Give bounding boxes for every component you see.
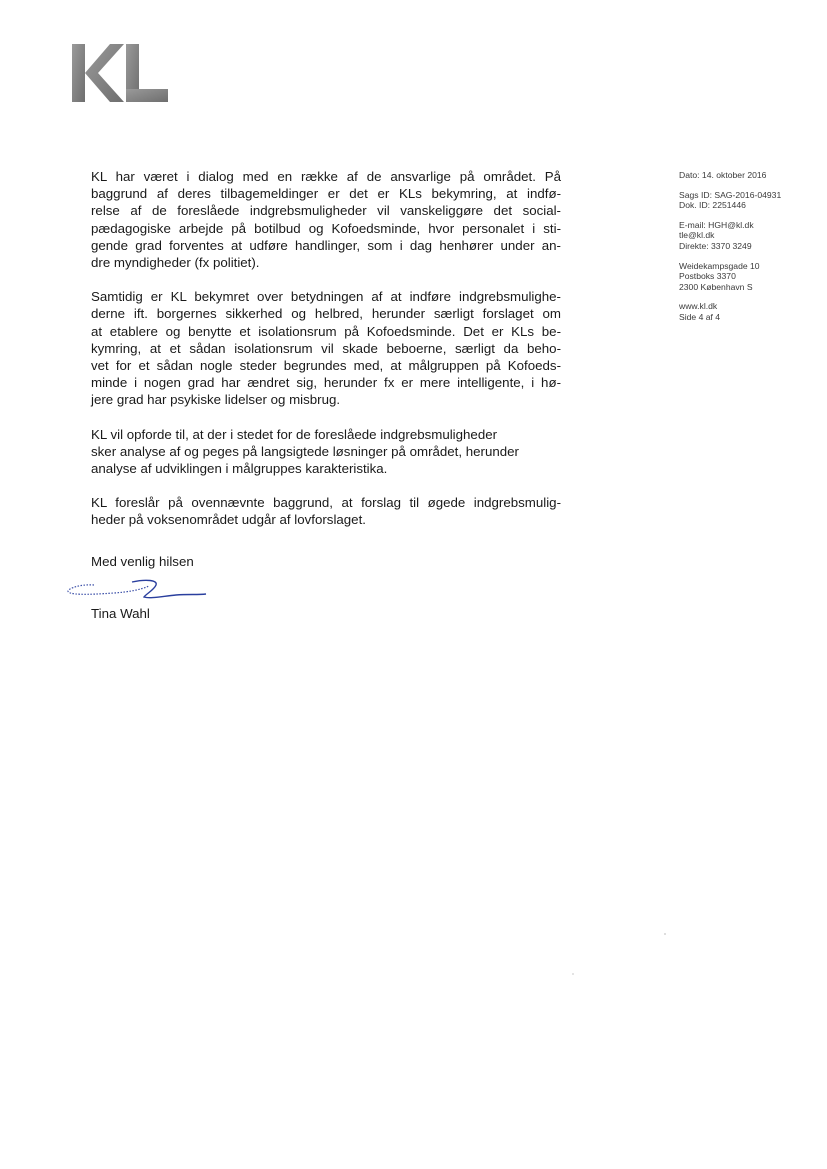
text-line: at etablere og benytte et isolationsrum på Kofoedsminde. Det er KLs be- xyxy=(91,323,561,339)
contact-group xyxy=(679,220,781,252)
web-group xyxy=(679,301,781,322)
text-line: minde i nogen grad har ændret sig, herunder fx er mere intelligente, i hø- xyxy=(91,375,561,391)
date-group xyxy=(679,170,781,181)
text-line: pædagogiske arbejde på botilbud og Kofoedsminde, hvor personalet i sti- xyxy=(91,220,561,236)
date: Dato: 14. oktober 2016 xyxy=(679,170,767,180)
text-line: heder på voksenområdet udgår af lovforslaget. xyxy=(91,512,366,528)
text-line: derne ift. borgernes sikkerhed og helbred, herunder særligt forslaget om xyxy=(91,306,561,322)
paragraph-proposal xyxy=(91,494,561,528)
sidebar-meta xyxy=(679,170,781,332)
paragraph-dialog xyxy=(91,168,561,271)
text-line: KL vil opforde til, at der i stedet for de foreslåede indgrebsmuligheder xyxy=(91,426,498,442)
ids-group xyxy=(679,190,781,211)
text-line: kymring, at et sådan isolationsrum vil skade beboerne, særligt da beho- xyxy=(91,340,561,356)
handwritten-signature xyxy=(66,576,208,604)
text-line: sker analyse af og peges på langsigtede løsninger på området, herunder xyxy=(91,443,519,459)
email: E-mail: HGH@kl.dk xyxy=(679,219,754,230)
page-number: Side 4 af 4 xyxy=(679,311,721,322)
paragraph-recommendation xyxy=(91,426,561,478)
text-line: baggrund af deres tilbagemeldinger er det er KLs bekymring, at indfø- xyxy=(91,186,561,202)
text-line: jere grad har psykiske lidelser og misbrug. xyxy=(91,392,341,408)
closing-greeting: Med venlig hilsen xyxy=(91,554,194,569)
kl-logo-mark xyxy=(70,42,170,104)
text-line: Samtidig er KL bekymret over betydningen af at indføre indgrebsmulighe- xyxy=(91,289,561,305)
website: www.kl.dk xyxy=(679,301,718,312)
direct-phone: Direkte: 3370 3249 xyxy=(679,240,752,251)
kl-logo xyxy=(70,42,170,104)
city: 2300 København S xyxy=(679,281,753,292)
sags-id: Sags ID: SAG-2016-04931 xyxy=(679,189,782,200)
street: Weidekampsgade 10 xyxy=(679,260,760,271)
text-line: KL har været i dialog med en række af de ansvarlige på området. På xyxy=(91,169,561,184)
address-group xyxy=(679,261,781,293)
letter-body xyxy=(91,168,561,546)
text-line: relse af de foreslåede indgrebsmuligheder vil vanskeliggøre det social- xyxy=(91,203,561,219)
text-line: vet for et sådan nogle steder begrundes med, at målgruppen på Kofoeds- xyxy=(91,358,561,374)
text-line: KL foreslår på ovennævnte baggrund, at forslag til øgede indgrebsmulig- xyxy=(91,495,561,511)
paragraph-concern xyxy=(91,288,561,408)
signer-name: Tina Wahl xyxy=(91,606,150,621)
text-line: dre myndigheder (fx politiet). xyxy=(91,255,260,271)
postbox: Postboks 3370 xyxy=(679,271,736,282)
email-secondary: tle@kl.dk xyxy=(679,230,715,241)
scan-speck xyxy=(664,933,666,935)
scan-speck xyxy=(572,973,574,975)
dok-id: Dok. ID: 2251446 xyxy=(679,200,746,211)
text-line: analyse af udviklingen i målgruppes karakteristika. xyxy=(91,461,388,477)
text-line: gende grad forventes at udføre handlinger, som i dag henhører under an- xyxy=(91,237,561,253)
